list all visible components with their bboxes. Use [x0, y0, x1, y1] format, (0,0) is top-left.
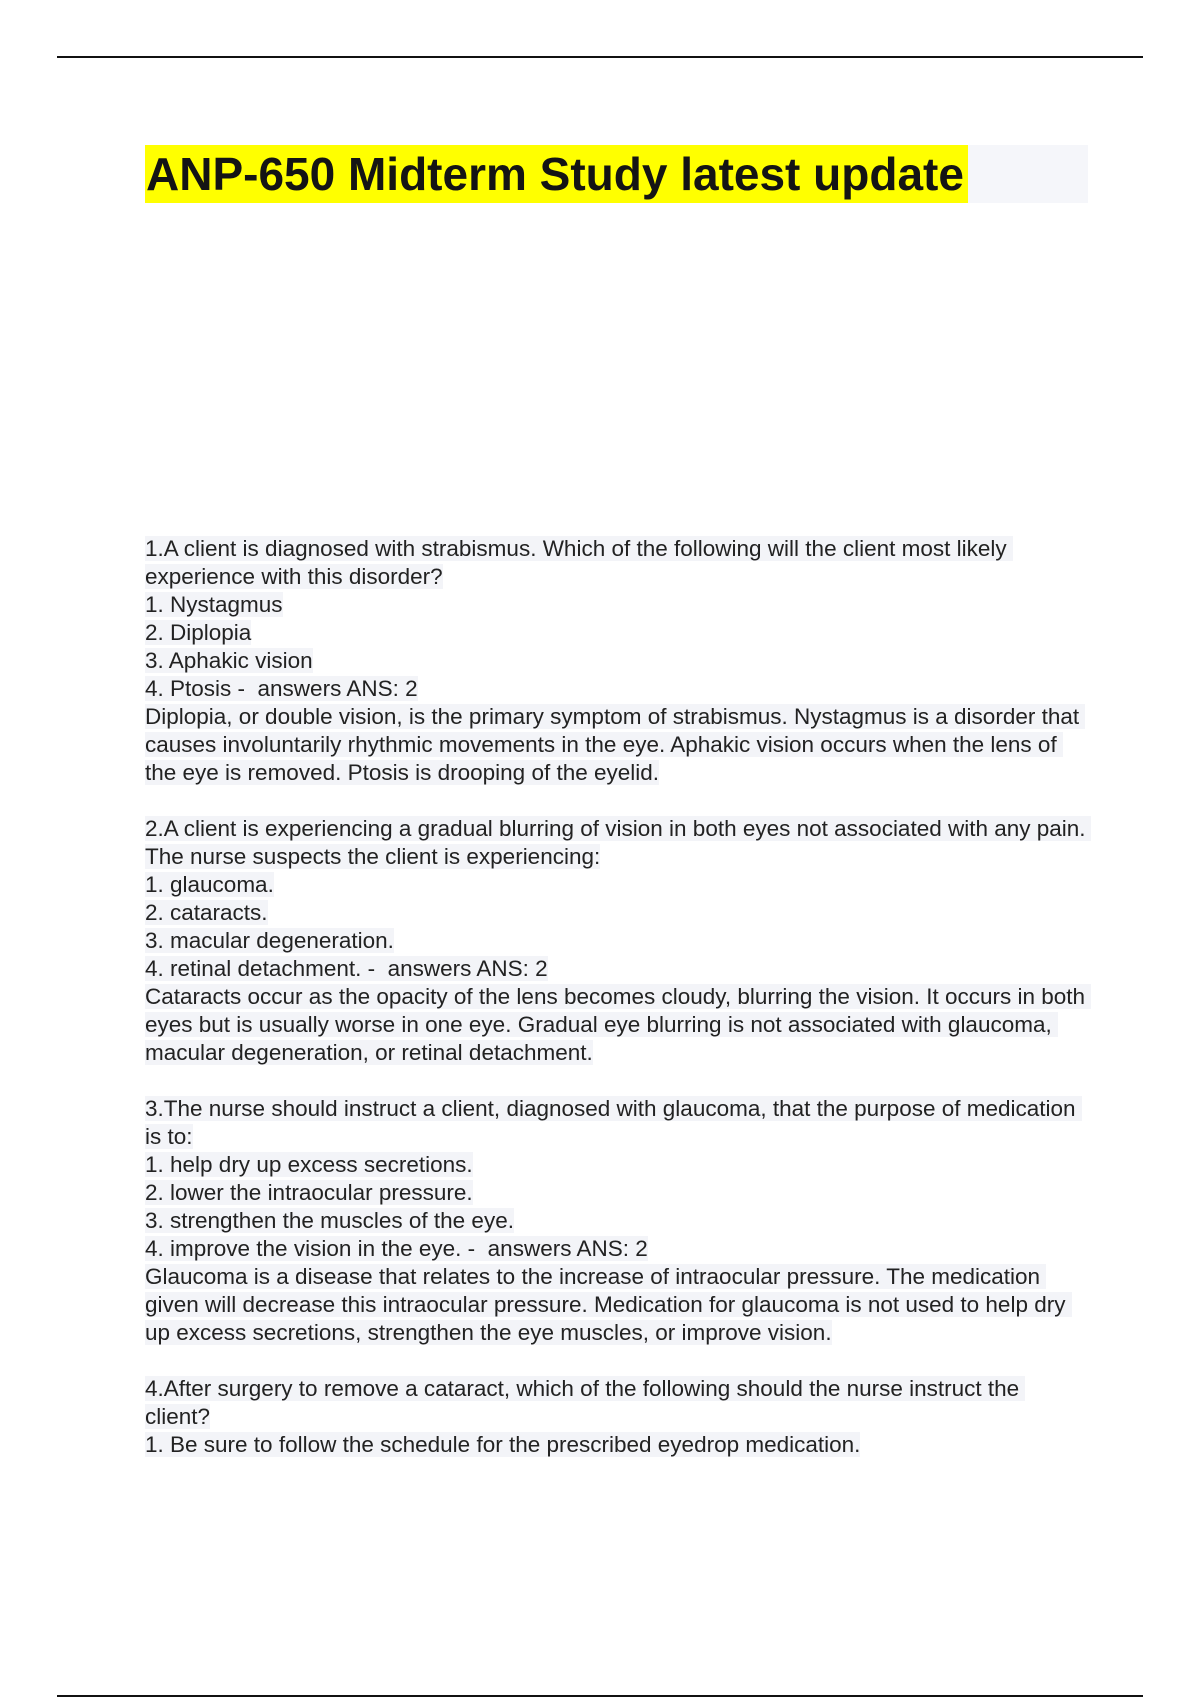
answer-option: 1. glaucoma.	[145, 872, 274, 897]
question-stem: 3.The nurse should instruct a client, diagnosed with glaucoma, that the purpose of medication is to:	[145, 1096, 1082, 1149]
answer-option: 2. cataracts.	[145, 900, 268, 925]
title-block	[145, 145, 1088, 203]
rationale-text: Cataracts occur as the opacity of the lens becomes cloudy, blurring the vision. It occurs in both eyes but is usually worse in one eye. Gradual eye blurring is not associated with glaucoma, macular degeneration, or retinal detachment.	[145, 984, 1092, 1065]
question-block-4	[145, 1375, 1090, 1459]
rationale-text: Diplopia, or double vision, is the primary symptom of strabismus. Nystagmus is a disorder that causes involuntarily rhythmic movements in the eye. Aphakic vision occurs when the lens of the eye is removed. Ptosis is drooping of the eyelid.	[145, 704, 1086, 785]
question-block-2	[145, 815, 1090, 1067]
answer-option: 1. help dry up excess secretions.	[145, 1152, 473, 1177]
answer-option: 2. Diplopia	[145, 620, 252, 645]
answer-option: 1. Be sure to follow the schedule for the prescribed eyedrop medication.	[145, 1432, 861, 1457]
answer-option: 3. strengthen the muscles of the eye.	[145, 1208, 514, 1233]
answer-option: 2. lower the intraocular pressure.	[145, 1180, 473, 1205]
answer-option: 4. Ptosis - answers ANS: 2	[145, 676, 418, 701]
answer-option: 1. Nystagmus	[145, 592, 283, 617]
answer-option: 3. Aphakic vision	[145, 648, 313, 673]
document-body	[145, 535, 1090, 1487]
question-block-1	[145, 535, 1090, 787]
question-stem: 1.A client is diagnosed with strabismus. Which of the following will the client most likely experience with this disorder?	[145, 536, 1013, 589]
answer-option: 4. improve the vision in the eye. - answers ANS: 2	[145, 1236, 648, 1261]
question-block-3	[145, 1095, 1090, 1347]
question-stem: 2.A client is experiencing a gradual blurring of vision in both eyes not associated with any pain. The nurse suspects the client is experiencing:	[145, 816, 1092, 869]
document-title: ANP-650 Midterm Study latest update	[145, 145, 968, 203]
top-rule	[57, 56, 1143, 58]
answer-option: 4. retinal detachment. - answers ANS: 2	[145, 956, 548, 981]
question-stem: 4.After surgery to remove a cataract, which of the following should the nurse instruct the client?	[145, 1376, 1026, 1429]
bottom-rule	[57, 1695, 1143, 1697]
answer-option: 3. macular degeneration.	[145, 928, 394, 953]
rationale-text: Glaucoma is a disease that relates to the increase of intraocular pressure. The medication given will decrease this intraocular pressure. Medication for glaucoma is not used to help dry up excess secretions, strengthen the eye muscles, or improve vision.	[145, 1264, 1072, 1345]
